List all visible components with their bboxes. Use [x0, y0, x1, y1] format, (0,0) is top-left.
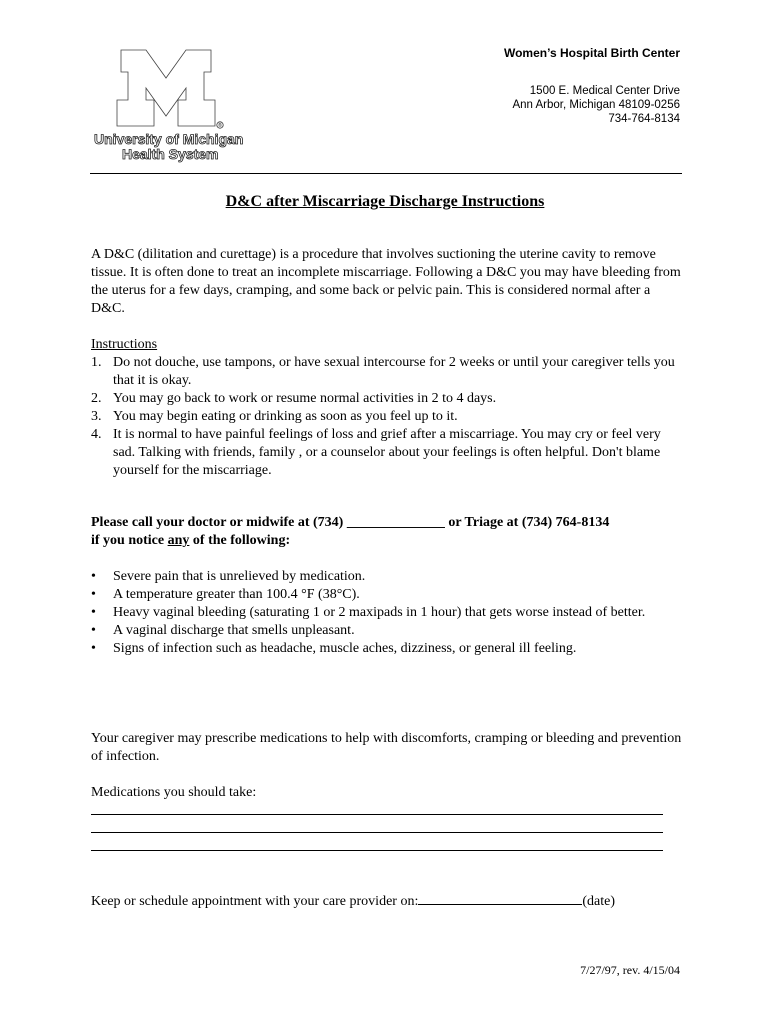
logo-wordmark: [94, 132, 254, 162]
phone-number: 734-764-8134: [608, 113, 680, 125]
list-item: [91, 604, 683, 622]
list-item: [91, 586, 683, 604]
symptoms-list: [91, 568, 683, 658]
item-text: You may begin eating or drinking as soon as you feel up to it.: [113, 409, 458, 424]
intro-paragraph: A D&C (dilitation and curettage) is a procedure that involves suctioning the uterine cavity to remove tissue. It is often done to treat an incomplete miscarriage. Following a D&C you may have bleeding from the uterus for a few days, cramping, and some back or pelvic pain. This is considered normal after a D&C.: [91, 247, 681, 316]
list-item: [91, 568, 683, 586]
instructions-list: [91, 354, 683, 480]
medication-write-line[interactable]: [91, 850, 663, 851]
emphasis-any: any: [167, 533, 190, 548]
page-title: D&C after Miscarriage Discharge Instructions: [225, 193, 545, 210]
item-number: 3.: [91, 409, 102, 424]
list-item: [91, 426, 683, 480]
bullet-icon: •: [91, 569, 96, 584]
header-divider: [90, 173, 682, 174]
item-number: 4.: [91, 427, 102, 442]
bullet-icon: •: [91, 587, 96, 602]
item-text: A temperature greater than 100.4 °F (38°C).: [113, 587, 360, 602]
revision-date: 7/27/97, rev. 4/15/04: [580, 963, 680, 977]
item-text: A vaginal discharge that smells unpleasant.: [113, 623, 355, 638]
center-name: Women’s Hospital Birth Center: [503, 46, 680, 60]
registered-mark: ®: [218, 123, 222, 129]
call-instructions: [91, 514, 683, 550]
instructions-heading: Instructions: [91, 337, 158, 352]
medication-write-line[interactable]: [91, 832, 663, 833]
item-text: Signs of infection such as headache, muscle aches, dizziness, or general ill feeling.: [113, 641, 577, 656]
address-line-1: 1500 E. Medical Center Drive: [529, 85, 680, 97]
appointment-suffix: (date): [582, 894, 615, 909]
medication-write-line[interactable]: [91, 814, 663, 815]
list-item: [91, 640, 683, 658]
item-text: It is normal to have painful feelings of loss and grief after a miscarriage. You may cry or feel very sad. Talking with friends, family , or a counselor about your feelings is often helpful. Don't blame yourself for the miscarriage.: [113, 427, 661, 478]
appointment-line: [91, 890, 683, 911]
medications-label: Medications you should take:: [91, 785, 257, 800]
item-text: Severe pain that is unrelieved by medication.: [113, 569, 366, 584]
item-text: Do not douche, use tampons, or have sexual intercourse for 2 weeks or until your caregiver tells you that it is okay.: [113, 355, 675, 388]
hospital-address-block: [504, 46, 680, 126]
bullet-icon: •: [91, 641, 96, 656]
item-number: 1.: [91, 355, 102, 370]
address-line-2: Ann Arbor, Michigan 48109-0256: [512, 99, 680, 111]
bullet-icon: •: [91, 623, 96, 638]
list-item: [91, 390, 683, 408]
appointment-date-blank[interactable]: [418, 890, 582, 905]
list-item: [91, 622, 683, 640]
list-item: [91, 354, 683, 390]
bullet-icon: •: [91, 605, 96, 620]
item-text: You may go back to work or resume normal activities in 2 to 4 days.: [113, 391, 497, 406]
appointment-text: Keep or schedule appointment with your care provider on:: [91, 894, 419, 909]
logo-line-2: Health System: [122, 146, 219, 162]
logo-line-1: University of Michigan: [94, 131, 244, 147]
call-line-2: if you notice any of the following:: [91, 533, 291, 548]
medications-intro: Your caregiver may prescribe medications to help with discomforts, cramping or bleeding and prevention of infection.: [91, 731, 682, 764]
list-item: [91, 408, 683, 426]
item-number: 2.: [91, 391, 102, 406]
call-line-1: Please call your doctor or midwife at (734) ______________ or Triage at (734) 764-8134: [91, 515, 610, 530]
item-text: Heavy vaginal bleeding (saturating 1 or 2 maxipads in 1 hour) that gets worse instead of better.: [113, 605, 646, 620]
